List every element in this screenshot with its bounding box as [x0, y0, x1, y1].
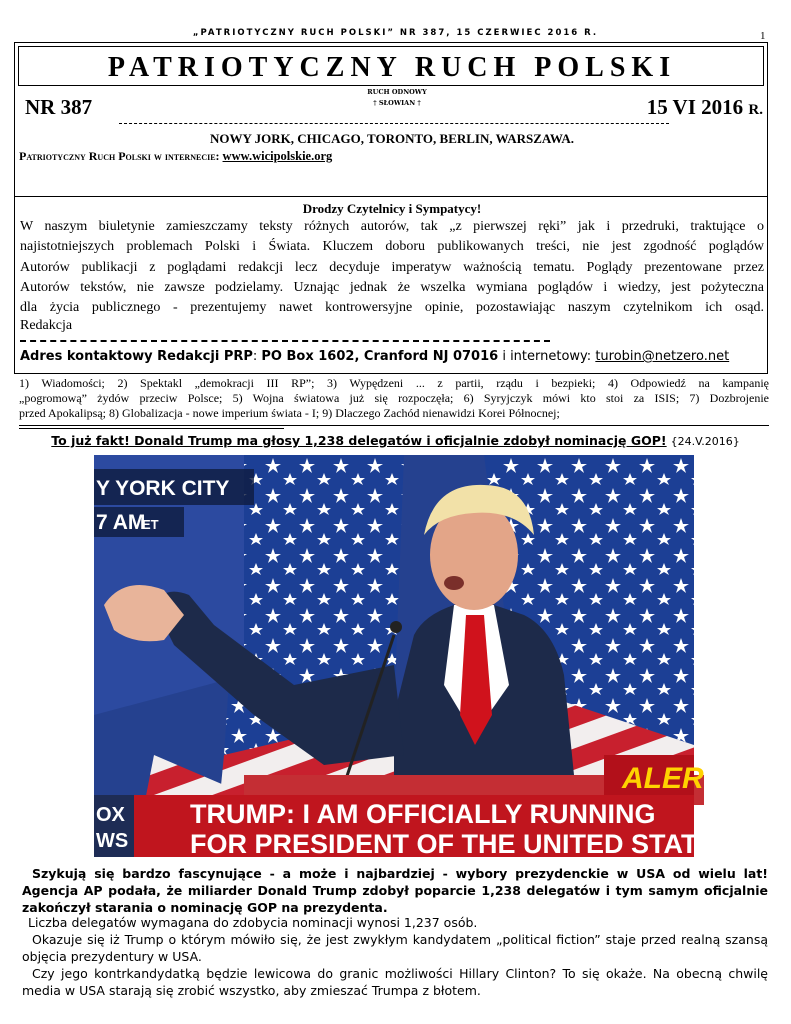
online-label: Patriotyczny Ruch Polski w internecie: — [19, 149, 220, 163]
greeting: Drodzy Czytelnicy i Sympatycy! — [302, 201, 482, 216]
article-date: {24.V.2016} — [670, 435, 740, 448]
banner-line-2: FOR PRESIDENT OF THE UNITED STATES — [190, 829, 734, 859]
channel-line-2-suffix: ET — [142, 517, 159, 532]
issue-number: NR 387 — [25, 95, 93, 119]
intro-line: dla życia publicznego - prezentujemy nawet kontrowersyjne opinie, pozostawiając naszym czytelnikom ich osąd. — [20, 300, 764, 316]
intro-line: najistotniejszych problemach Polski i Świata. Kluczem doboru publikowanych treści, nie jest zgodność poglądów — [20, 239, 764, 255]
toc-line: „pogromową” żydów przeciw Polsce; 5) Wojna światowa już się rozpoczęła; 6) Syryjczyk mówi kto stoi za ISIS; 7) Dozbrojenie — [19, 391, 769, 406]
contact-label: Adres kontaktowy Redakcji PRP — [20, 349, 253, 364]
article-paragraph: Liczba delegatów wymagana do zdobycia nominacji wynosi 1,237 osób. — [28, 915, 478, 930]
headline-link[interactable]: To już fakt! Donald Trump ma głosy 1,238 delegatów i oficjalnie zdobył nominację GOP! — [51, 433, 667, 448]
toc-line: przed Apokalipsą; 8) Globalizacja - nowe imperium świata - I; 9) Dlaczego Zachód nienawidzi Korei Północnej; — [19, 406, 560, 421]
intro-text — [20, 217, 764, 318]
intro-line: W naszym biuletynie zamieszczamy teksty różnych autorów, tak „z pierwszej ręki” jak i przedruki, traktujące o — [20, 219, 764, 234]
website-link[interactable]: www.wicipolskie.org — [222, 149, 333, 163]
masthead-title: PATRIOTYCZNY RUCH POLSKI — [107, 52, 677, 83]
online-line — [19, 149, 332, 164]
article-photo — [94, 455, 734, 859]
lead-line: Agencja AP podała, że miliarder Donald Trump zdobył poparcie 1,238 delegatów i tym samym oficjalnie — [22, 883, 768, 898]
table-of-contents — [19, 376, 769, 422]
page-number: 1 — [760, 30, 766, 42]
alert-text: ALER — [622, 762, 704, 795]
issue-date-value: 15 VI 2016 — [646, 95, 744, 119]
channel-line-1: Y YORK CITY — [96, 477, 230, 500]
article-headline — [0, 433, 791, 448]
contact-line: Adres kontaktowy Redakcji PRP: PO Box 1602, Cranford NJ 07016 i internetowy: turobin@netzero.net — [20, 349, 730, 364]
logo-line-1: RUCH ODNOWY — [367, 88, 427, 96]
masthead-title-box — [18, 46, 764, 86]
lead-line: Szykują się bardzo fascynujące - a może i najbardziej - wybory prezydenckie w USA od wielu lat! — [32, 866, 768, 881]
network-text-2: WS — [96, 830, 129, 852]
masthead — [14, 42, 768, 197]
running-head: „PATRIOTYCZNY RUCH POLSKI” NR 387, 15 CZERWIEC 2016 R. — [192, 28, 599, 38]
toc-short-rule — [19, 428, 284, 429]
article-paragraph: Czy jego kontrkandydatką będzie lewicowa do granic możliwości Hillary Clinton? To się okaże. Na obecną chwilę media w USA starają się zrobić wszystko, aby zmieszać Trumpa z błotem. — [22, 966, 768, 998]
network-text-1: OX — [96, 804, 125, 826]
photo-illustration — [94, 455, 734, 859]
intro-box — [14, 197, 768, 374]
ruch-odnowy-logo — [367, 87, 427, 113]
cities-line: NOWY JORK, CHICAGO, TORONTO, BERLIN, WARSZAWA. — [209, 131, 575, 146]
channel-line-2: 7 AM — [96, 511, 146, 534]
issue-date-suffix: R. — [748, 102, 763, 118]
contact-internet-label: i internetowy: — [502, 349, 592, 364]
lead-line: zakończył starania o nominację GOP na prezydenta. — [22, 900, 388, 915]
issue-date — [647, 95, 763, 120]
contact-email-link[interactable]: turobin@netzero.net — [595, 349, 730, 364]
banner-line-1: TRUMP: I AM OFFICIALLY RUNNING — [190, 799, 656, 829]
article-paragraph: Okazuje się iż Trump o którym mówiło się, że jest zwykłym kandydatem „political fiction” staje przed realną szansą objęcia prezydentury w USA. — [22, 932, 768, 964]
signoff: Redakcja — [20, 318, 73, 333]
intro-line: Autorów publikacji z poglądami redakcji lecz decyduje imperatyw ważnością tematu. Poglądy prezentowane przez — [20, 259, 764, 275]
intro-line: Autorów tekstów, nie zawsze podzielamy. Uznając jednak że wszelka wymiana poglądów i wiedzy, jest pożyteczna — [20, 279, 764, 295]
toc-rule — [19, 425, 769, 426]
article-lead — [22, 865, 768, 916]
masthead-divider — [119, 123, 669, 124]
toc-line: 1) Wiadomości; 2) Spektakl „demokracji III RP”; 3) Wypędzeni ... z partii, rządu i bezpieki; 4) Odpowiedź na kampanię — [19, 376, 769, 390]
contact-address: PO Box 1602, Cranford NJ 07016 — [261, 349, 499, 364]
dashed-divider — [20, 340, 550, 342]
logo-line-2: † SŁOWIAN † — [373, 99, 421, 107]
